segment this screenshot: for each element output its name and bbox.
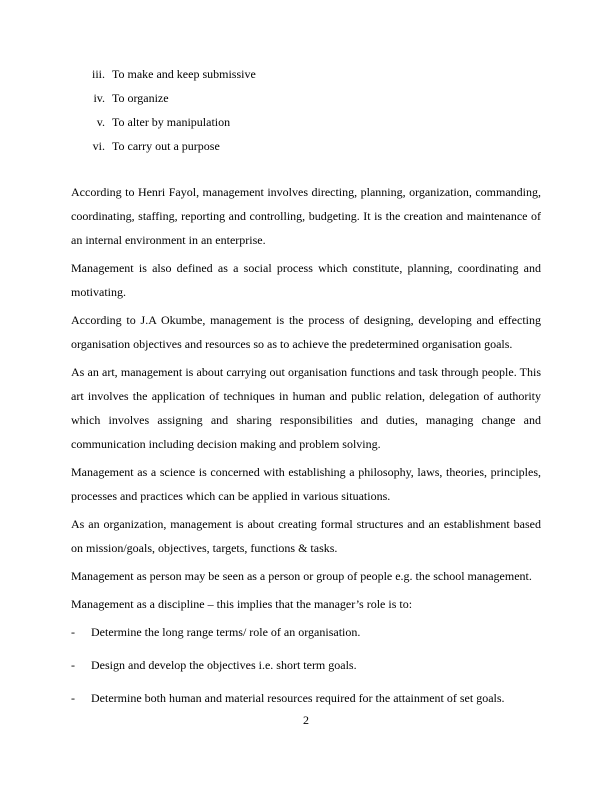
paragraph-fayol: According to Henri Fayol, management involves directing, planning, organization, commanding, coordinating, staffing, reporting and controlling, budgeting. It is the creation and maintenance of an internal environment in an enterprise. (71, 185, 541, 247)
list-item-text: To make and keep submissive (112, 67, 256, 81)
dash-list (71, 620, 541, 710)
roman-numeral-list (71, 62, 541, 158)
list-item (71, 62, 541, 86)
list-marker: v. (96, 115, 105, 129)
list-marker: - (71, 658, 75, 672)
paragraph-okumbe: According to J.A Okumbe, management is the process of designing, developing and effecting organisation objectives and resources so as to achieve the predetermined organisation goals. (71, 313, 541, 351)
paragraph-as-organization: As an organization, management is about creating formal structures and an establishment based on mission/goals, objectives, targets, functions & tasks. (71, 517, 541, 555)
paragraph-as-person: Management as person may be seen as a person or group of people e.g. the school management. (71, 569, 532, 583)
page-number: 2 (303, 713, 309, 727)
list-item (71, 110, 541, 134)
list-item-text: To alter by manipulation (112, 115, 231, 129)
list-marker: - (71, 625, 75, 639)
list-item-text: Determine both human and material resources required for the attainment of set goals. (91, 691, 505, 705)
paragraph-as-a-science: Management as a science is concerned with establishing a philosophy, laws, theories, principles, processes and practices which can be applied in various situations. (71, 465, 541, 503)
list-item-text: Determine the long range terms/ role of an organisation. (91, 625, 361, 639)
list-item (71, 86, 541, 110)
list-item (71, 653, 541, 677)
list-item (71, 620, 541, 644)
paragraph-social-process: Management is also defined as a social process which constitute, planning, coordinating and motivating. (71, 261, 541, 299)
list-item-text: To carry out a purpose (112, 139, 220, 153)
list-item-text: Design and develop the objectives i.e. short term goals. (91, 658, 357, 672)
list-marker: vi. (92, 139, 105, 153)
list-item-text: To organize (112, 91, 169, 105)
list-item (71, 134, 541, 158)
list-marker: - (71, 691, 75, 705)
paragraph-as-an-art: As an art, management is about carrying out organisation functions and task through people. This art involves the application of techniques in human and public relation, delegation of authority which involves assigning and sharing responsibilities and duties, managing change and communication including decision making and problem solving. (71, 365, 541, 451)
list-marker: iii. (91, 67, 105, 81)
list-item (71, 686, 541, 710)
list-marker: iv. (93, 91, 105, 105)
paragraph-as-discipline: Management as a discipline – this implies that the manager’s role is to: (71, 597, 413, 611)
